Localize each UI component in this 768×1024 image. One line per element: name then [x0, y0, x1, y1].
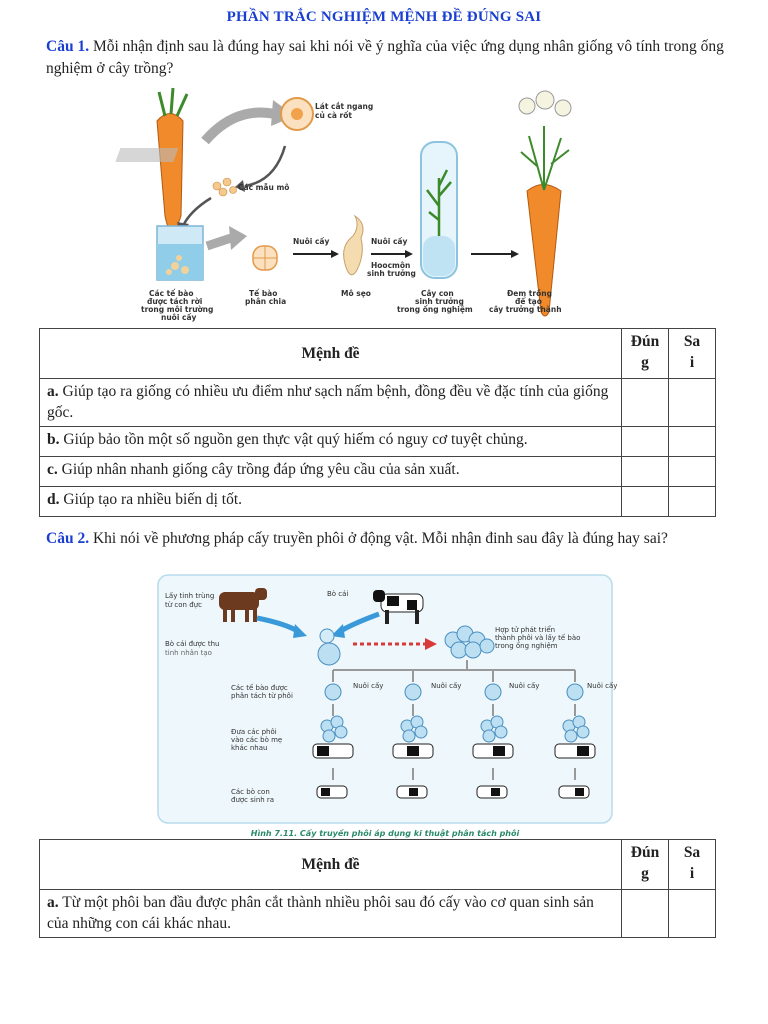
svg-text:Bò cái được thu: Bò cái được thu [165, 640, 220, 648]
svg-text:phân chia: phân chia [245, 297, 287, 306]
question-1-number: Câu 1. [46, 38, 90, 55]
svg-text:Nuôi cấy: Nuôi cấy [509, 682, 540, 690]
question-2-number: Câu 2. [46, 530, 90, 547]
statement-cell: c. Giúp nhân nhanh giống cây trồng đáp ứng yêu cầu của sản xuất. [40, 457, 622, 487]
test-tube-icon [421, 142, 457, 278]
table-row [40, 487, 716, 517]
table-header-row [40, 329, 716, 379]
table-row [40, 427, 716, 457]
svg-text:Hợp tử phát triển: Hợp tử phát triển [495, 626, 556, 634]
svg-text:phân tách từ phôi: phân tách từ phôi [231, 692, 293, 700]
svg-text:sinh trưởng: sinh trưởng [367, 269, 416, 278]
true-false-table-1 [39, 328, 716, 517]
svg-text:Cây con: Cây con [421, 289, 454, 298]
true-header: Đún g [622, 840, 669, 890]
svg-text:Tế bào: Tế bào [249, 289, 278, 298]
mature-carrot-icon [519, 91, 571, 316]
svg-text:trong ống nghiệm: trong ống nghiệm [495, 642, 558, 650]
false-answer-cell[interactable] [669, 457, 716, 487]
svg-text:được sinh ra: được sinh ra [231, 796, 275, 804]
table-header-row [40, 840, 716, 890]
svg-text:Các tế bào được: Các tế bào được [231, 684, 288, 692]
table-row [40, 890, 716, 938]
svg-text:khác nhau: khác nhau [231, 744, 268, 752]
svg-text:Nuôi cấy: Nuôi cấy [293, 237, 330, 246]
tissue-samples-icon [213, 178, 237, 196]
true-header: Đún g [622, 329, 669, 379]
true-answer-cell[interactable] [622, 487, 669, 517]
svg-text:Đưa các phôi: Đưa các phôi [231, 728, 277, 736]
svg-text:Các mẫu mô: Các mẫu mô [238, 183, 290, 192]
true-false-table-2 [39, 839, 716, 938]
question-1 [46, 36, 726, 80]
svg-text:Nuôi cấy: Nuôi cấy [371, 237, 408, 246]
svg-text:củ cà rốt: củ cà rốt [315, 111, 352, 120]
svg-text:Lấy tinh trùng: Lấy tinh trùng [165, 592, 215, 600]
svg-text:sinh trưởng: sinh trưởng [415, 297, 464, 306]
svg-text:Mô sẹo: Mô sẹo [341, 289, 371, 298]
svg-text:cây trưởng thành: cây trưởng thành [489, 305, 562, 314]
svg-text:vào các bò mẹ: vào các bò mẹ [231, 736, 283, 744]
callus-icon [344, 216, 363, 275]
svg-text:Các bò con: Các bò con [231, 788, 270, 796]
page-title: PHẦN TRẮC NGHIỆM MỆNH ĐỀ ĐÚNG SAI [226, 9, 542, 25]
dividing-cell-icon [253, 246, 277, 270]
svg-text:tinh nhân tạo: tinh nhân tạo [165, 649, 212, 657]
figure-caption: Hình 7.11. Cấy truyền phôi áp dụng kĩ thuật phân tách phôi [250, 829, 520, 838]
question-2-text: Khi nói về phương pháp cấy truyền phôi ở động vật. Mỗi nhận đinh sau đây là đúng hay sai? [92, 530, 668, 547]
statement-cell: a. Từ một phôi ban đầu được phân cắt thành nhiều phôi sau đó cấy vào cơ quan sinh sản của những con cái khác nhau. [40, 890, 622, 938]
svg-text:nuôi cấy: nuôi cấy [161, 313, 197, 322]
svg-text:được tách rời: được tách rời [147, 297, 203, 306]
true-answer-cell[interactable] [622, 379, 669, 427]
svg-text:Các tế bào: Các tế bào [149, 289, 194, 298]
statement-cell: b. Giúp bảo tồn một số nguồn gen thực vật quý hiếm có nguy cơ tuyệt chủng. [40, 427, 622, 457]
false-answer-cell[interactable] [669, 487, 716, 517]
statement-cell: d. Giúp tạo ra nhiều biến dị tốt. [40, 487, 622, 517]
svg-text:Đem trồng: Đem trồng [507, 289, 552, 298]
false-answer-cell[interactable] [669, 427, 716, 457]
zygote-icon [318, 643, 340, 665]
question-1-text: Mỗi nhận định sau là đúng hay sai khi nói về ý nghĩa của việc ứng dụng nhân giống vô tính trong ống nghiệm ở cây trồng? [46, 38, 724, 77]
svg-text:Hoocmôn: Hoocmôn [371, 261, 411, 270]
svg-text:Bò cái: Bò cái [327, 590, 349, 598]
svg-text:thành phôi và lấy tế bào: thành phôi và lấy tế bào [495, 634, 581, 642]
statement-cell: a. Giúp tạo ra giống có nhiều ưu điểm như sạch nấm bệnh, đồng đều về đặc tính của giống gốc. [40, 379, 622, 427]
true-answer-cell[interactable] [622, 427, 669, 457]
svg-text:Nuôi cấy: Nuôi cấy [353, 682, 384, 690]
false-header: Sa i [669, 840, 716, 890]
table-row [40, 457, 716, 487]
embryo-transfer-figure [157, 574, 618, 842]
false-answer-cell[interactable] [669, 890, 716, 938]
true-answer-cell[interactable] [622, 457, 669, 487]
slice-label: Lát cắt ngang [315, 102, 374, 111]
true-answer-cell[interactable] [622, 890, 669, 938]
svg-text:Nuôi cấy: Nuôi cấy [431, 682, 462, 690]
carrot-icon [115, 88, 187, 231]
svg-text:trong ống nghiệm: trong ống nghiệm [397, 305, 473, 314]
svg-text:Nuôi cấy: Nuôi cấy [587, 682, 618, 690]
svg-text:trong môi trường: trong môi trường [141, 305, 214, 314]
false-answer-cell[interactable] [669, 379, 716, 427]
carrot-tissue-culture-figure [135, 86, 580, 328]
table-row [40, 379, 716, 427]
statement-header: Mệnh đề [40, 329, 622, 379]
statement-header: Mệnh đề [40, 840, 622, 890]
question-2 [46, 528, 726, 550]
svg-text:để tạo: để tạo [515, 297, 542, 306]
false-header: Sa i [669, 329, 716, 379]
beaker-icon [157, 226, 203, 280]
svg-text:từ con đực: từ con đực [165, 601, 202, 609]
